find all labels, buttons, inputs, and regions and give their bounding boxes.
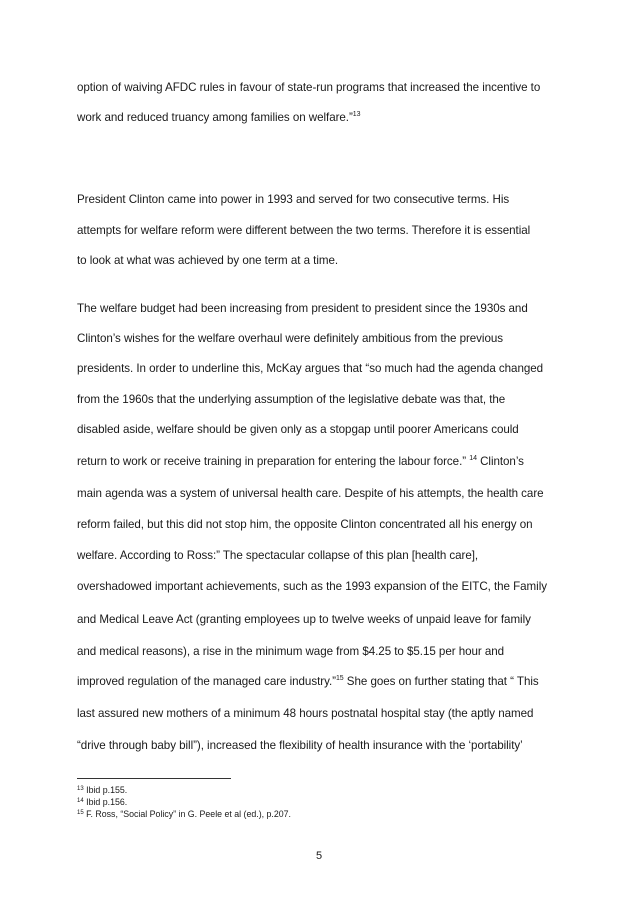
text-line: presidents. In order to underline this, McKay argues that “so much had the agenda changed	[77, 362, 544, 375]
text-line: The welfare budget had been increasing from president to president since the 1930s and	[77, 302, 528, 315]
text-line: to look at what was achieved by one term at a time.	[77, 254, 339, 267]
page-number: 5	[315, 850, 323, 862]
text-line: reform failed, but this did not stop him, the opposite Clinton concentrated all his energy on	[77, 518, 533, 531]
footnote-ref: 14	[469, 455, 477, 462]
text-line: “drive through baby bill”), increased the flexibility of health insurance with the ‘portability’	[77, 739, 523, 752]
text-line: improved regulation of the managed care industry.”$^{15}$ She goes on further stating that “ This	[77, 675, 539, 688]
footnote-ref: 15	[335, 675, 344, 682]
text-line: disabled aside, welfare should be given only as a stopgap until poorer Americans could	[77, 423, 519, 436]
text-line: welfare. According to Ross:” The spectacular collapse of this plan [health care],	[77, 549, 479, 562]
text-line: last assured new mothers of a minimum 48 hours postnatal hospital stay (the aptly named	[77, 707, 534, 720]
text-line: Clinton’s wishes for the welfare overhaul were definitely ambitious from the previous	[77, 332, 503, 345]
footnote: $^{13}$ Ibid p.155.	[77, 785, 128, 795]
text-line: option of waiving AFDC rules in favour of state-run programs that increased the incentive to	[77, 81, 541, 94]
text-line: from the 1960s that the underlying assumption of the legislative debate was that, the	[77, 393, 506, 406]
text-line: overshadowed important achievements, such as the 1993 expansion of the EITC, the Family	[77, 580, 547, 593]
footnote-ref: 13	[352, 111, 361, 118]
text-line: and medical reasons), a rise in the minimum wage from $4.25 to $5.15 per hour and	[77, 645, 505, 658]
text-line: President Clinton came into power in 1993 and served for two consecutive terms. His	[77, 193, 510, 206]
footnote: $^{14}$ Ibid p.156.	[77, 797, 128, 807]
text-line: attempts for welfare reform were different between the two terms. Therefore it is essential	[77, 224, 531, 237]
text-line: work and reduced truancy among families on welfare.”$^{13}$	[77, 111, 361, 124]
text-line: and Medical Leave Act (granting employees up to twelve weeks of unpaid leave for family	[77, 613, 531, 626]
footnote: $^{15}$ F. Ross, “Social Policy” in G. Peele et al (ed.), p.207.	[77, 809, 291, 819]
footnote-separator	[77, 778, 231, 779]
text-line: return to work or receive training in preparation for entering the labour force.” $^{14}$ Clinton’s	[77, 455, 524, 468]
text-line: main agenda was a system of universal health care. Despite of his attempts, the health care	[77, 487, 544, 500]
